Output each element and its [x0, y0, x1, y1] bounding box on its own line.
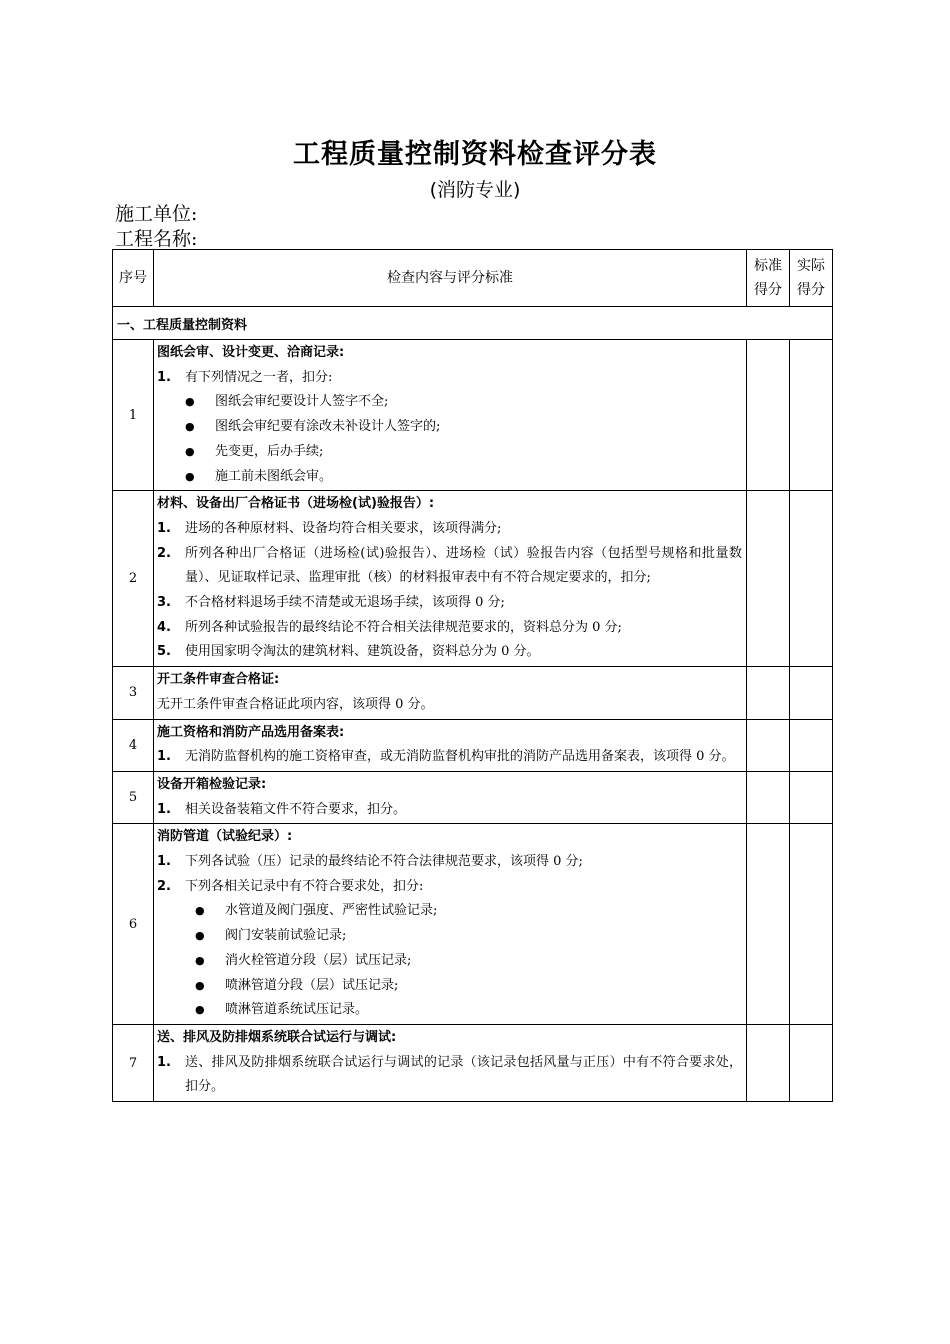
- score-table: [112, 249, 833, 1102]
- item-text: 有下列情况之一者，扣分:: [185, 369, 333, 385]
- standard-score-cell: [747, 771, 790, 823]
- row-heading: 施工资格和消防产品选用备案表:: [157, 724, 345, 740]
- row-heading: 消防管道（试验纪录）:: [157, 829, 293, 845]
- standard-score-cell: [747, 491, 790, 667]
- section-heading: 一、工程质量控制资料: [113, 307, 833, 340]
- bullet-item: [157, 899, 742, 924]
- actual-score-cell[interactable]: [790, 491, 833, 667]
- row-content: [154, 1024, 747, 1101]
- standard-score-cell: [747, 719, 790, 771]
- row-content: [154, 719, 747, 771]
- numbered-item: [157, 640, 742, 665]
- item-text: 水管道及阀门强度、严密性试验记录;: [225, 903, 438, 919]
- numbered-item: [157, 517, 742, 542]
- bullet-icon: ●: [185, 469, 195, 483]
- item-text: 图纸会审纪要有涂改未补设计人签字的;: [215, 419, 441, 435]
- item-text: 进场的各种原材料、设备均符合相关要求，该项得满分;: [185, 520, 502, 536]
- row-text: 无开工条件审查合格证此项内容，该项得 0 分。: [157, 696, 434, 712]
- header-standard-line1: 标准: [754, 258, 782, 274]
- item-number: 3.: [157, 595, 171, 611]
- bullet-icon: ●: [195, 904, 205, 918]
- item-text: 所列各种试验报告的最终结论不符合相关法律规范要求的，资料总分为 0 分;: [185, 619, 622, 635]
- row-number: 4: [113, 719, 154, 771]
- row-heading: 开工条件审查合格证:: [157, 672, 280, 688]
- row-content: [154, 667, 747, 719]
- item-text: 消火栓管道分段（层）试压记录;: [225, 952, 412, 968]
- bullet-item: [157, 974, 742, 999]
- table-row: [113, 491, 833, 667]
- header-no: 序号: [113, 250, 154, 307]
- row-number: 7: [113, 1024, 154, 1101]
- construction-unit-label: 施工单位:: [115, 203, 198, 225]
- table-row: [113, 340, 833, 491]
- row-number: 1: [113, 340, 154, 491]
- row-heading: 设备开箱检验记录:: [157, 776, 267, 792]
- bullet-item: [157, 440, 742, 465]
- header-standard-score: [747, 250, 790, 307]
- item-text: 使用国家明令淘汰的建筑材料、建筑设备，资料总分为 0 分。: [185, 644, 540, 660]
- bullet-icon: ●: [185, 444, 195, 458]
- bullet-item: [157, 390, 742, 415]
- item-text: 所列各种出厂合格证（进场检(试)验报告）、进场检（试）验报告内容（包括型号规格和批量数量）、见证取样记录、监理审批（核）的材料报审表中有不符合规定要求的，扣分;: [185, 545, 742, 586]
- item-number: 4.: [157, 619, 171, 635]
- row-number: 3: [113, 667, 154, 719]
- bullet-icon: ●: [185, 420, 195, 434]
- header-actual-line1: 实际: [797, 258, 825, 274]
- bullet-item: [157, 924, 742, 949]
- bullet-icon: ●: [195, 953, 205, 967]
- standard-score-cell: [747, 824, 790, 1025]
- row-number: 2: [113, 491, 154, 667]
- item-text: 喷淋管道分段（层）试压记录;: [225, 977, 399, 993]
- actual-score-cell[interactable]: [790, 667, 833, 719]
- row-content: [154, 340, 747, 491]
- bullet-item: [157, 998, 742, 1023]
- header-actual-line2: 得分: [797, 282, 825, 298]
- numbered-item: [157, 850, 742, 875]
- row-heading: 图纸会审、设计变更、洽商记录:: [157, 345, 345, 360]
- item-number: 1.: [157, 520, 171, 536]
- item-text: 无消防监督机构的施工资格审查，或无消防监督机构审批的消防产品选用备案表，该项得 0 分。: [185, 749, 735, 765]
- table-row: [113, 771, 833, 823]
- header-standard-line2: 得分: [754, 282, 782, 298]
- item-number: 1.: [157, 749, 171, 765]
- actual-score-cell[interactable]: [790, 340, 833, 491]
- numbered-item: [157, 542, 742, 591]
- numbered-item: [157, 616, 742, 641]
- item-number: 1.: [157, 854, 171, 870]
- actual-score-cell[interactable]: [790, 771, 833, 823]
- item-text: 送、排风及防排烟系统联合试运行与调试的记录（该记录包括风量与正压）中有不符合要求处，扣分。: [185, 1054, 742, 1095]
- bullet-item: [157, 949, 742, 974]
- item-number: 2.: [157, 878, 171, 894]
- item-text: 相关设备装箱文件不符合要求，扣分。: [185, 801, 407, 817]
- header-actual-score: [790, 250, 833, 307]
- project-name-label: 工程名称:: [115, 228, 198, 250]
- item-number: 5.: [157, 644, 171, 660]
- item-number: 1.: [157, 801, 171, 817]
- item-text: 下列各相关记录中有不符合要求处，扣分:: [185, 878, 424, 894]
- actual-score-cell[interactable]: [790, 719, 833, 771]
- row-number: 6: [113, 824, 154, 1025]
- table-row: [113, 667, 833, 719]
- table-row: [113, 824, 833, 1025]
- row-content: [154, 491, 747, 667]
- item-text: 下列各试验（压）记录的最终结论不符合法律规范要求，该项得 0 分;: [185, 854, 583, 870]
- item-text: 喷淋管道系统试压记录。: [225, 1002, 369, 1018]
- numbered-item: [157, 875, 742, 900]
- page-subtitle: (消防专业): [429, 179, 521, 201]
- item-number: 1.: [157, 1054, 171, 1070]
- row-content: [154, 824, 747, 1025]
- item-number: 2.: [157, 545, 171, 561]
- bullet-item: [157, 415, 742, 440]
- item-text: 先变更，后办手续;: [215, 443, 324, 459]
- item-text: 施工前未图纸会审。: [215, 468, 333, 484]
- table-row: [113, 719, 833, 771]
- standard-score-cell: [747, 340, 790, 491]
- item-text: 阀门安装前试验记录;: [225, 928, 347, 944]
- item-text: 图纸会审纪要设计人签字不全;: [215, 394, 389, 410]
- bullet-icon: ●: [195, 929, 205, 943]
- row-heading: 材料、设备出厂合格证书（进场检(试)验报告）:: [157, 496, 435, 512]
- row-content: [154, 771, 747, 823]
- standard-score-cell: [747, 1024, 790, 1101]
- page-title: 工程质量控制资料检查评分表: [293, 139, 657, 170]
- header-content: 检查内容与评分标准: [154, 250, 747, 307]
- numbered-item: [157, 366, 742, 391]
- numbered-item: [157, 1051, 742, 1100]
- row-heading: 送、排风及防排烟系统联合试运行与调试:: [157, 1029, 397, 1045]
- numbered-item: [157, 745, 742, 770]
- bullet-item: [157, 465, 742, 490]
- bullet-icon: ●: [195, 1003, 205, 1017]
- standard-score-cell: [747, 667, 790, 719]
- actual-score-cell[interactable]: [790, 1024, 833, 1101]
- table-row: [113, 1024, 833, 1101]
- bullet-icon: ●: [185, 395, 195, 409]
- item-number: 1.: [157, 369, 171, 385]
- item-text: 不合格材料退场手续不清楚或无退场手续，该项得 0 分;: [185, 595, 505, 611]
- numbered-item: [157, 591, 742, 616]
- bullet-icon: ●: [195, 978, 205, 992]
- row-number: 5: [113, 771, 154, 823]
- numbered-item: [157, 798, 742, 823]
- actual-score-cell[interactable]: [790, 824, 833, 1025]
